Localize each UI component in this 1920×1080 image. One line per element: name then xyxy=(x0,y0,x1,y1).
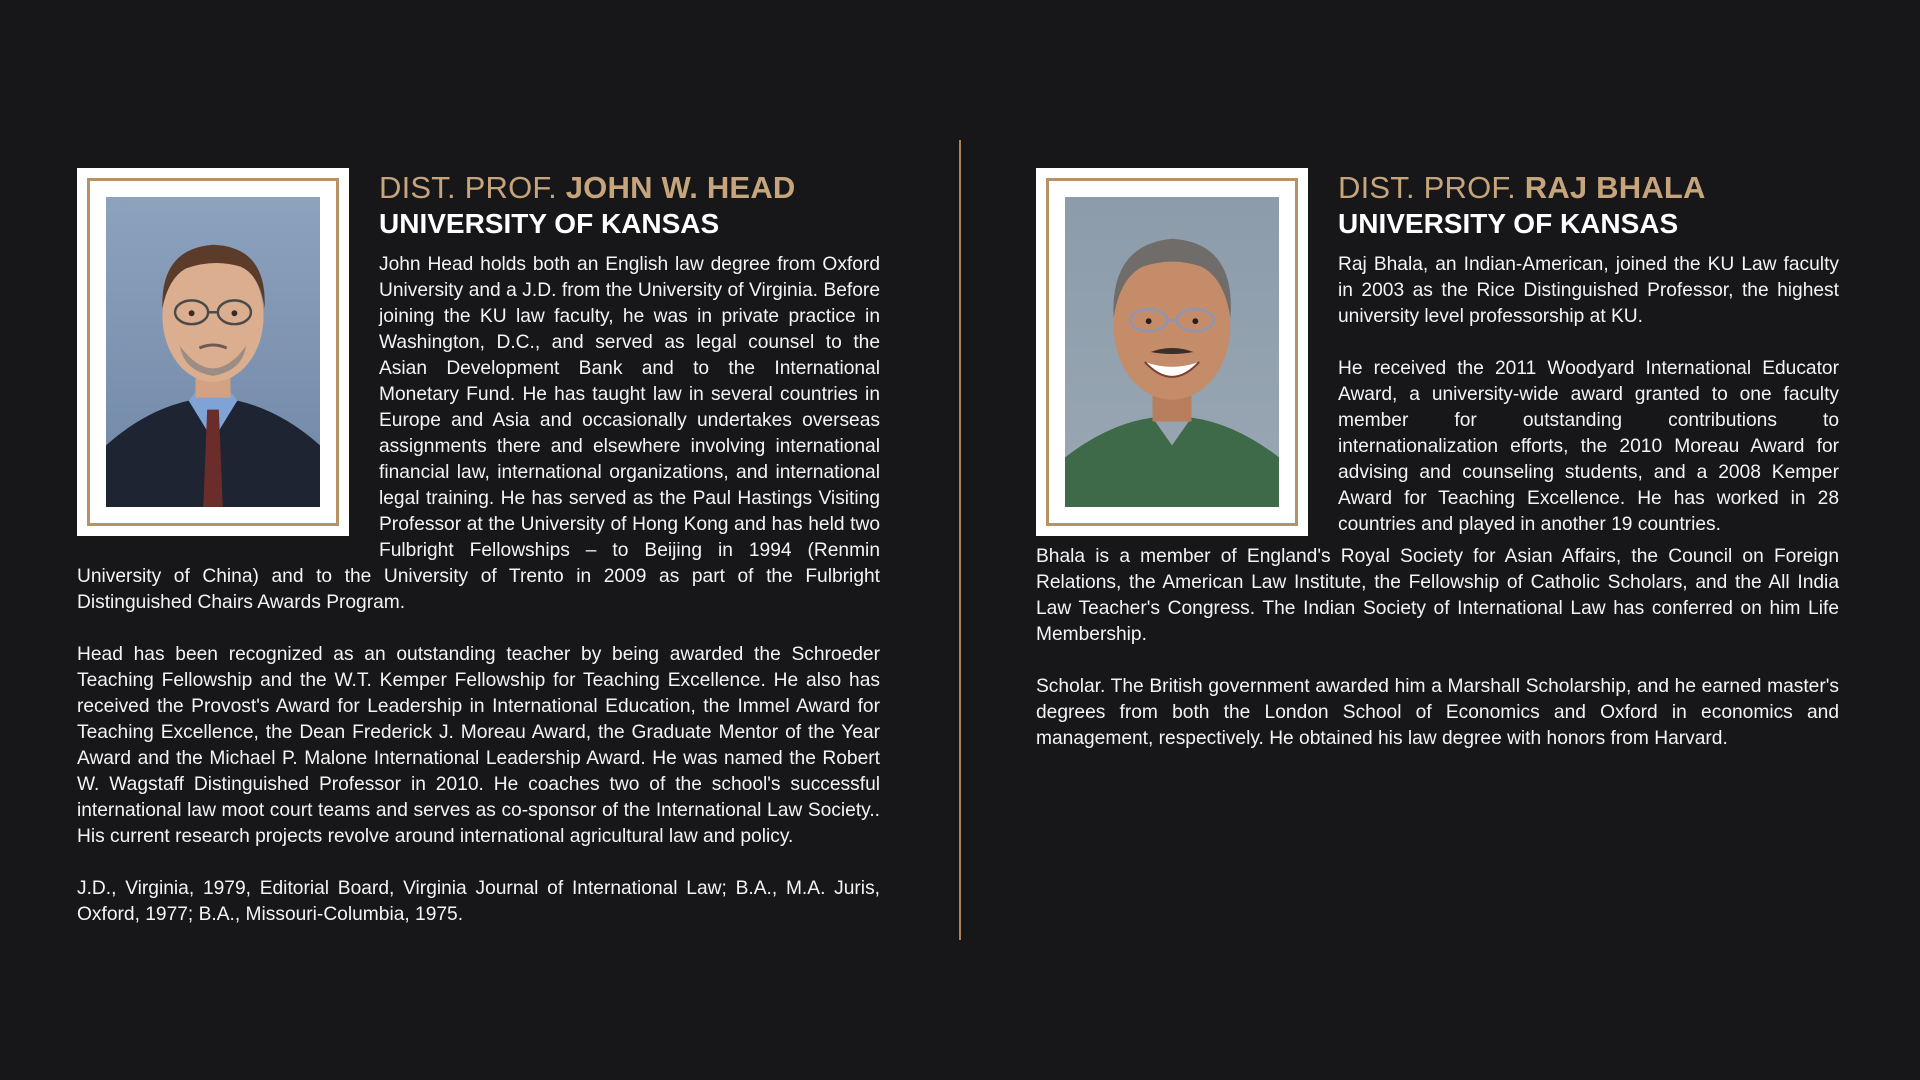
center-divider xyxy=(959,140,961,940)
bio-paragraph: Bhala is a member of England's Royal Society for Asian Affairs, the Council on Foreign Relations, the American Law Institute, the Fellowship of Catholic Scholars, and the All India Law Teacher's Congress. The Indian Society of International Law has conferred on him Life Membership. xyxy=(1036,546,1839,645)
title-prefix: DIST. PROF. xyxy=(1338,170,1516,205)
university-name: UNIVERSITY OF KANSAS xyxy=(379,208,720,239)
bio-paragraph: Head has been recognized as an outstanding teacher by being awarded the Schroeder Teaching Fellowship and the W.T. Kemper Fellowship for Teaching Excellence. He also has received the Provost's Award for Leadership in International Education, the Immel Award for Teaching Excellence, the Dean Frederick J. Moreau Award, the Graduate Mentor of the Year Award and the Michael P. Malone International Leadership Award. He was named the Robert W. Wagstaff Distinguished Professor in 2010. He coaches two of the school's successful international law moot court teams and serves as co-sponsor of the International Law Society.. His current research projects revolve around international agricultural law and policy. xyxy=(77,644,880,847)
bio-paragraph: Raj Bhala, an Indian-American, joined the KU Law faculty in 2003 as the Rice Distinguished Professor, the highest university level professorship at KU. xyxy=(1338,254,1839,327)
bio-john-head xyxy=(77,168,880,928)
bio-paragraph: He received the 2011 Woodyard International Educator Award, a university-wide award granted to one faculty member for outstanding contributions to internationalization efforts, the 2010 Moreau Award for advising and counseling students, and a 2008 Kemper Award for Teaching Excellence. He has worked in 28 countries and played in another 19 countries. xyxy=(1338,358,1839,535)
portrait-frame xyxy=(1036,168,1308,536)
professor-name: JOHN W. HEAD xyxy=(565,170,796,205)
university-name: UNIVERSITY OF KANSAS xyxy=(1338,208,1679,239)
bio-raj-bhala xyxy=(1036,168,1839,752)
bio-paragraph: Scholar. The British government awarded him a Marshall Scholarship, and he earned master's degrees from both the London School of Economics and Oxford in economics and management, respectively. He obtained his law degree with honors from Harvard. xyxy=(1036,676,1839,749)
portrait-photo-icon xyxy=(106,197,320,507)
title-prefix: DIST. PROF. xyxy=(379,170,557,205)
portrait-photo-icon xyxy=(1065,197,1279,507)
professor-name: RAJ BHALA xyxy=(1524,170,1706,205)
bio-paragraph: J.D., Virginia, 1979, Editorial Board, Virginia Journal of International Law; B.A., M.A. Juris, Oxford, 1977; B.A., Missouri-Columbia, 1975. xyxy=(77,878,880,925)
portrait-frame xyxy=(77,168,349,536)
bio-paragraph: John Head holds both an English law degree from Oxford University and a J.D. from the University of Virginia. Before joining the KU law faculty, he was in private practice in Washington, D.C., and served as legal counsel to the Asian Development Bank and to the International Monetary Fund. He has taught law in several countries in Europe and Asia and occasionally undertakes overseas assignments there and elsewhere involving international financial law, international organizations, and international legal training. He has served as the Paul Hastings Visiting Professor at the University of Hong Kong and has held two Fulbright Fellowships – to Beijing in 1994 (Renmin University of China) and to the University of Trento in 2009 as part of the Fulbright Distinguished Chairs Awards Program. xyxy=(77,254,880,613)
